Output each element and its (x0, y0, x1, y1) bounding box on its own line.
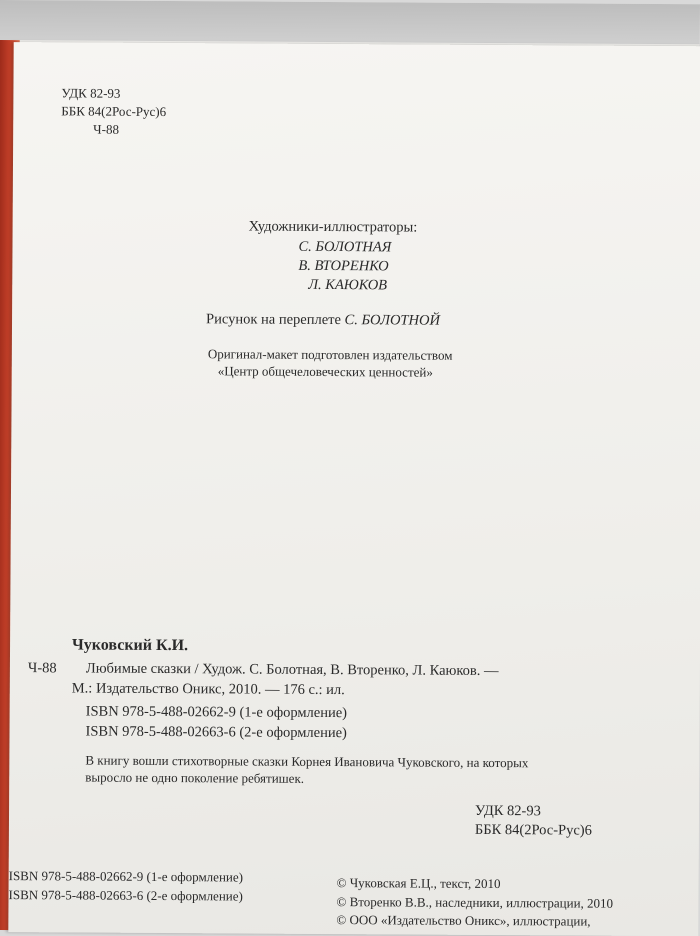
bbk-code: ББК 84(2Рос-Рус)6 (61, 103, 167, 120)
catalog-author: Чуковский К.И. (72, 636, 189, 655)
title-verso-sheet (8, 42, 700, 936)
illustrators-heading: Художники-иллюстраторы: (248, 218, 418, 236)
illustrator-name: С. БОЛОТНАЯ (298, 238, 392, 256)
cover-art-prefix: Рисунок на переплете (206, 311, 342, 329)
catalog-isbn1: ISBN 978-5-488-02662-9 (1-е оформление) (85, 703, 348, 722)
footer-copyright2: © Вторенко В.В., наследники, иллюстрации, 2010 (336, 894, 614, 911)
catalog-annotation-line1: В книгу вошли стихотворные сказки Корнея Ивановича Чуковского, на которых (85, 752, 529, 771)
footer-isbn1: ISBN 978-5-488-02662-9 (1-е оформление) (8, 868, 244, 885)
catalog-title-line2: М.: Издательство Оникс, 2010. — 176 с.: ил. (71, 680, 345, 699)
catalog-title-line1: Любимые сказки / Худож. С. Болотная, В. Вторенко, Л. Каюков. — (85, 660, 499, 680)
author-mark: Ч-88 (93, 121, 120, 137)
cover-art-artist: С. БОЛОТНОЙ (344, 312, 440, 329)
udk-code: УДК 82-93 (61, 85, 121, 101)
footer-isbn2: ISBN 978-5-488-02663-6 (2-е оформление) (8, 887, 243, 904)
illustrator-name: В. ВТОРЕНКО (298, 257, 389, 275)
catalog-annotation-line2: выросло не одно поколение ребятишек. (85, 769, 305, 786)
footer-copyright1: © Чуковская Е.Ц., текст, 2010 (336, 875, 501, 892)
illustrator-name: Л. КАЮКОВ (308, 276, 388, 294)
catalog-isbn2: ISBN 978-5-488-02663-6 (2-е оформление) (85, 723, 347, 742)
layout-credit-line2: «Центр общечеловеческих ценностей» (217, 363, 433, 380)
cover-art-credit (206, 311, 440, 329)
catalog-udk: УДК 82-93 (475, 802, 541, 820)
catalog-mark: Ч-88 (27, 660, 57, 677)
book-top-edge (0, 0, 700, 44)
layout-credit-line1: Оригинал-макет подготовлен издательством (207, 346, 453, 363)
catalog-bbk: ББК 84(2Рос-Рус)6 (474, 821, 592, 839)
footer-copyright3: © ООО «Издательство Оникс», иллюстрации, (336, 912, 591, 929)
